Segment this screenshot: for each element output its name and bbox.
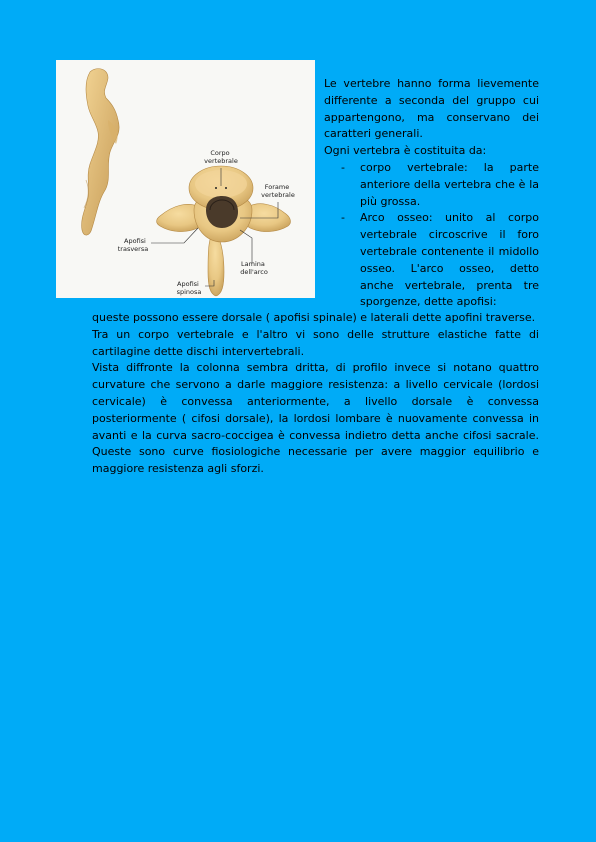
list-item-text: corpo vertebrale: la parte anteriore della vertebra che è la più grossa. (360, 160, 539, 208)
list-item (324, 210, 539, 311)
label-apofisi-trasversa: Apofisi trasversa (117, 237, 149, 253)
vertebra-figure (56, 60, 315, 298)
paragraph-curvature: Vista diffronte la colonna sembra dritta, di profilo invece si notano quattro curvature che servono a darle maggiore resistenza: a livello cervicale (lordosi cervicale) è convessa anteriormente, a livello dorsale è convessa posteriormente ( cifosi dorsale), la lordosi lombare è nuovamente convessa in avanti e la curva sacro-coccigea è convessa indietro detta anche cifosi sacrale. Queste sono curve fiosiologiche necessarie per avere maggior equilibrio e maggiore resistenza agli sforzi. (92, 361, 539, 476)
label-corpo: Corpo vertebrale (204, 149, 238, 165)
side-vertebra (82, 69, 119, 235)
list-item-text: Arco osseo: unito al corpo vertebrale circoscrive il foro vertebrale contenente il midollo osseo. L'arco osseo, detto anche vertebrale, prenta tre sporgenze, dette apofisi: (360, 211, 539, 309)
list-item (324, 160, 539, 210)
label-lamina: Lamina dell'arco (240, 260, 268, 276)
body-text (92, 310, 539, 478)
list-intro: Ogni vertebra è costituita da: (324, 144, 487, 158)
component-list (324, 160, 539, 311)
vertebra-illustration (56, 60, 315, 298)
continuation-paragraph: queste possono essere dorsale ( apofisi spinale) e laterali dette apofini traverse. (92, 311, 536, 324)
list-dash: - (341, 160, 345, 174)
paragraph-dischi: Tra un corpo vertebrale e l'altro vi sono delle strutture elastiche fatte di cartilagine dette dischi intervertebrali. (92, 327, 539, 358)
label-apofisi-spinosa: Apofisi spinosa (176, 280, 202, 296)
label-forame: Forame vertebrale (261, 183, 295, 199)
intro-paragraph: Le vertebre hanno forma lievemente differente a seconda del gruppo cui appartengono, ma conservano dei caratteri generali. (324, 77, 539, 141)
right-column-text (324, 76, 539, 311)
list-dash: - (341, 211, 345, 225)
